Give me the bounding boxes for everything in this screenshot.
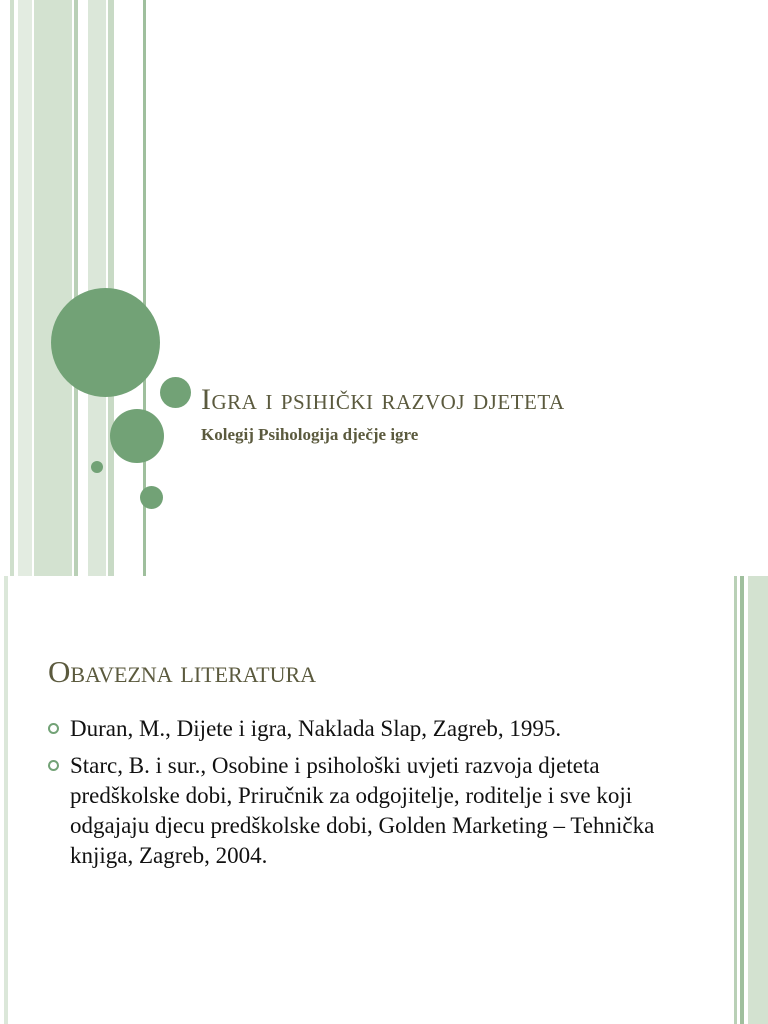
hollow-circle-icon bbox=[48, 723, 59, 734]
list-item bbox=[48, 751, 688, 871]
decor-stripe bbox=[10, 0, 14, 576]
slide-title: Igra i psihički razvoj djeteta bbox=[201, 383, 565, 416]
decor-circle-tiny bbox=[91, 461, 103, 473]
decor-stripe bbox=[4, 576, 8, 1024]
hollow-circle-icon bbox=[48, 760, 59, 771]
decor-circle-medium bbox=[110, 409, 164, 463]
literature-slide bbox=[0, 576, 768, 1024]
list-item bbox=[48, 714, 688, 744]
decor-circle-large bbox=[51, 288, 160, 397]
decor-circle-small bbox=[160, 377, 191, 408]
decor-stripe bbox=[18, 0, 32, 576]
decor-circle-small bbox=[140, 486, 163, 509]
slide-subtitle: Kolegij Psihologija dječje igre bbox=[201, 425, 419, 444]
literature-list bbox=[48, 714, 688, 878]
decor-stripe bbox=[74, 0, 78, 576]
decor-stripe bbox=[748, 576, 768, 1024]
slide-title: Obavezna literatura bbox=[48, 654, 317, 689]
list-item-text: Starc, B. i sur., Osobine i psihološki uvjeti razvoja djeteta predškolske dobi, Priručnik za odgojitelje, roditelje i sve koji odgajaju djecu predškolske dobi, Golden Marketing – Tehnička knjiga, Zagreb, 2004. bbox=[70, 753, 655, 868]
decor-stripe bbox=[740, 576, 744, 1024]
decor-stripe bbox=[34, 0, 72, 576]
decor-stripe bbox=[734, 576, 737, 1024]
list-item-text: Duran, M., Dijete i igra, Naklada Slap, Zagreb, 1995. bbox=[70, 716, 562, 741]
